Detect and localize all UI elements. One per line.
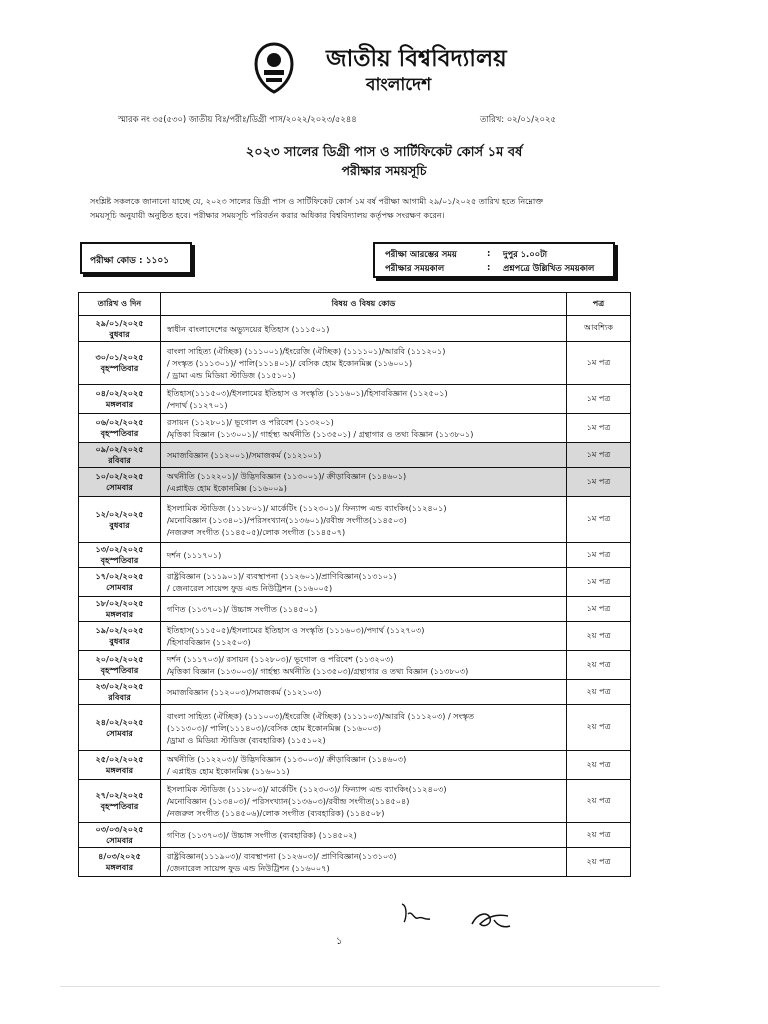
paper-cell: ১ম পত্র xyxy=(567,497,631,543)
subject-cell xyxy=(161,342,567,385)
table-row xyxy=(79,751,631,780)
subject-cell xyxy=(161,651,567,680)
subject-line: দর্শন (১১১৭০১) xyxy=(167,550,222,560)
date-day-cell xyxy=(79,342,161,385)
subject-line: অর্থনীতি (১১২২০১)/ উদ্ভিদবিজ্ঞান (১১৩০০১)/ ক্রীড়াবিজ্ঞান (১১৪৬০১) xyxy=(167,471,407,481)
date-day-cell xyxy=(79,705,161,751)
exam-day: মঙ্গলবার xyxy=(105,862,134,872)
exam-date: ১৭/০২/২০২৫ xyxy=(95,571,144,581)
table-row xyxy=(79,497,631,543)
exam-date: ০৬/০২/২০২৫ xyxy=(95,417,144,427)
date-day-cell xyxy=(79,651,161,680)
subject-line: /মৃত্তিকা বিজ্ঞান (১১৩০০৩)/ গার্হস্থ্য অর্থনীতি (১১৩৫০৩)/গ্রন্থাগার ও তথ্য বিজ্ঞান (১১৩৮০৩) xyxy=(167,666,469,676)
subject-line: / সংস্কৃত (১১১৩০১)/ পালি(১১১৪০১)/ বেসিক হোম ইকোনমিক্স (১১৬০০১) xyxy=(167,358,413,368)
paper-cell: ২য় পত্র xyxy=(567,680,631,705)
subject-line: /এপ্লাইড হোম ইকোনমিক্স (১১৬০০৯) xyxy=(167,483,287,493)
paper-cell: ২য় পত্র xyxy=(567,651,631,680)
subject-line: (১১১৩০৩)/ পালি(১১১৪০৩)/বেসিক হোম ইকোনমিক্স (১১৬০০৩) xyxy=(167,722,382,733)
subject-cell xyxy=(161,780,567,823)
exam-date: ২৫/০২/২০২৫ xyxy=(95,754,144,764)
date-day-cell xyxy=(79,780,161,823)
date-day-cell xyxy=(79,622,161,651)
subject-cell xyxy=(161,597,567,622)
page-number: ১ xyxy=(336,936,343,947)
subject-line: / এপ্লাইড হোম ইকোনমিক্স (১১৬০১১) xyxy=(167,766,290,776)
subject-line: স্বাধীন বাংলাদেশের অভ্যুদয়ের ইতিহাস (১১১৫০১) xyxy=(167,323,330,334)
exam-date: ২৩/০২/২০২৫ xyxy=(95,681,144,691)
table-row xyxy=(79,468,631,497)
schedule-body xyxy=(79,316,631,877)
date-day-cell xyxy=(79,443,161,468)
date-day-cell xyxy=(79,316,161,342)
subject-line: /জেনারেল সায়েন্স ফুড এন্ড নিউট্রিশন (১১৬০০৭) xyxy=(167,863,330,873)
table-row xyxy=(79,385,631,414)
exam-day: মঙ্গলবার xyxy=(105,765,134,775)
start-time-label: পরীক্ষা আরম্ভের সময় xyxy=(385,249,457,259)
subject-line: /মনোবিজ্ঞান (১১৩৪০১)/পরিসংখ্যান(১১৩৬০১)/রবীন্দ্র সংগীত(১১৪৫০৩) xyxy=(167,514,407,525)
exam-day: সোমবার xyxy=(106,582,133,592)
exam-day: বুধবার xyxy=(109,328,130,339)
table-row xyxy=(79,543,631,568)
table-row xyxy=(79,443,631,468)
exam-date: ২০/০২/২০২৫ xyxy=(95,654,144,664)
table-row xyxy=(79,848,631,877)
memo-number: স্মারক নং ৩৫(৫৩০) জাতীয় বিঃ/পরীঃ/ডিগ্রী পাস/২০২২/২০২৩/৫২৪৪ xyxy=(118,114,357,124)
exam-date: ১০/০২/২০২৫ xyxy=(95,471,144,481)
subject-line: দর্শন (১১১৭০৩)/ রসায়ন (১১২৮০৩)/ ভূগোল ও পরিবেশ (১১৩২০৩) xyxy=(167,654,394,664)
subject-cell xyxy=(161,848,567,877)
start-time-row xyxy=(385,248,613,262)
table-row xyxy=(79,823,631,848)
exam-day: বৃহস্পতিবার xyxy=(100,363,139,373)
document-subtitle: পরীক্ষার সময়সূচি xyxy=(341,163,427,178)
country-name: বাংলাদেশ xyxy=(366,75,432,95)
duration-label: পরীক্ষার সময়কাল xyxy=(385,263,445,273)
colon: : xyxy=(487,262,491,272)
subject-line: অর্থনীতি (১১২২০৩)/ উদ্ভিদবিজ্ঞান (১১৩০০৩)/ ক্রীড়াবিজ্ঞান (১১৪৬০৩) xyxy=(167,754,407,764)
subject-line: /নজরুল সংগীত (১১৪৫০৬)/লোক সংগীত (ব্যবহারিক) (১১৪৫০৮) xyxy=(167,808,385,818)
exam-date: ৩০/০১/২০২৫ xyxy=(95,352,144,362)
subject-cell xyxy=(161,823,567,848)
paper-cell: ২য় পত্র xyxy=(567,622,631,651)
table-row xyxy=(79,780,631,823)
paper-cell: ১ম পত্র xyxy=(567,543,631,568)
paper-cell: ১ম পত্র xyxy=(567,597,631,622)
subject-line: ইতিহাস(১১১৫০৫)/ইসলামের ইতিহাস ও সংস্কৃতি (১১১৬০৩)/পদার্থ (১১২৭০৩) xyxy=(167,625,425,635)
exam-day: বৃহস্পতিবার xyxy=(100,801,139,811)
subject-line: রাষ্ট্রবিজ্ঞান (১১১৯০১)/ ব্যবস্থাপনা (১১২৬০১)/প্রাণিবিজ্ঞান(১১৩১০১) xyxy=(167,571,397,581)
table-row xyxy=(79,316,631,342)
subject-cell xyxy=(161,680,567,705)
subject-cell xyxy=(161,705,567,751)
subject-cell xyxy=(161,751,567,780)
subject-line: গণিত (১১৩৭০১)/ উচ্চাঙ্গ সংগীত (১১৪৫০১) xyxy=(167,604,318,614)
subject-cell xyxy=(161,568,567,597)
exam-date: ৪/০৩/২০২৫ xyxy=(98,851,141,861)
date-day-cell xyxy=(79,414,161,443)
subject-line: /ড্রামা ও মিডিয়া স্টাডিজ (ব্যবহারিক) (১১৫১০২) xyxy=(167,734,326,745)
paper-cell: ১ম পত্র xyxy=(567,568,631,597)
exam-day: বৃহস্পতিবার xyxy=(100,665,139,675)
exam-date: ০৪/০২/২০২৫ xyxy=(95,388,144,398)
subject-line: বাংলা সাহিত্য (ঐচ্ছিক) (১১১০০৩)/ইংরেজি (ঐচ্ছিক) (১১১১০৩)/আরবি (১১১২০৩) / সংস্কৃত xyxy=(167,710,475,721)
exam-day: রবিবার xyxy=(108,455,131,465)
subject-cell xyxy=(161,443,567,468)
date-day-cell xyxy=(79,468,161,497)
subject-line: রসায়ন (১১২৮০১)/ ভূগোল ও পরিবেশ (১১৩২০১) xyxy=(167,417,334,427)
subject-line: রাষ্ট্রবিজ্ঞান(১১১৯০৩)/ ব্যবস্থাপনা (১১২৬০৩)/ প্রাণিবিজ্ঞান(১১৩১০৩) xyxy=(167,851,397,861)
paper-cell: ২য় পত্র xyxy=(567,848,631,877)
date-day-cell xyxy=(79,543,161,568)
subject-line: গণিত (১১৩৭০৩)/ উচ্চাঙ্গ সংগীত (ব্যবহারিক) (১১৪৫০২) xyxy=(167,830,357,840)
date-day-cell xyxy=(79,751,161,780)
university-logo-icon xyxy=(250,42,298,94)
date-day-cell xyxy=(79,385,161,414)
date-day-cell xyxy=(79,497,161,543)
table-row xyxy=(79,680,631,705)
exam-day: সোমবার xyxy=(106,835,133,845)
paper-cell: ২য় পত্র xyxy=(567,751,631,780)
paper-cell: ১ম পত্র xyxy=(567,342,631,385)
subject-line: /মনোবিজ্ঞান (১১৩৪০৩)/ পরিসংখ্যান(১১৩৬০৩)/রবীন্দ্র সংগীত(১১৪৫০৪) xyxy=(167,796,410,806)
exam-date: ২৪/০২/২০২৫ xyxy=(95,716,144,727)
subject-cell xyxy=(161,468,567,497)
subject-line: /পদার্থ (১১২৭০১) xyxy=(167,400,228,410)
subject-line: সমাজবিজ্ঞান (১১২০০৩)/সমাজকর্ম (১১২১০৩) xyxy=(167,687,322,697)
subject-cell xyxy=(161,497,567,543)
table-row xyxy=(79,651,631,680)
notice-paragraph xyxy=(90,194,630,222)
paper-cell: ২য় পত্র xyxy=(567,823,631,848)
exam-date: ০৯/০২/২০২৫ xyxy=(95,444,144,454)
table-row xyxy=(79,622,631,651)
exam-day: বুধবার xyxy=(109,636,130,646)
subject-line: / ড্রামা এন্ড মিডিয়া স্টাডিজ (১১৫১০১) xyxy=(167,370,296,380)
table-row xyxy=(79,568,631,597)
table-row xyxy=(79,414,631,443)
university-name: জাতীয় বিশ্ববিদ্যালয় xyxy=(326,46,507,72)
exam-date: ১৩/০২/২০২৫ xyxy=(95,544,144,554)
document-title: ২০২৩ সালের ডিগ্রী পাস ও সার্টিফিকেট কোর্স ১ম বর্ষ xyxy=(245,145,523,160)
header-subject: বিষয় ও বিষয় কোড xyxy=(161,293,567,316)
date-day-cell xyxy=(79,597,161,622)
paper-cell: ২য় পত্র xyxy=(567,705,631,751)
exam-day: সোমবার xyxy=(106,727,133,738)
signature-image xyxy=(468,906,514,932)
table-row xyxy=(79,342,631,385)
colon: : xyxy=(487,248,491,258)
exam-day: সোমবার xyxy=(106,482,133,492)
exam-date: ২৯/০১/২০২৫ xyxy=(95,317,144,328)
subject-cell xyxy=(161,543,567,568)
header-date: তারিখ ও দিন xyxy=(79,293,161,316)
subject-line: ইসলামিক স্টাডিজ (১১১৮০১)/ মার্কেটিং (১১২৩০১)/ ফিন্যান্স এন্ড ব্যাংকিং(১১২৪০১) xyxy=(167,502,447,513)
footer-divider xyxy=(60,986,660,987)
exam-date: ২৭/০২/২০২৫ xyxy=(95,790,144,800)
date-day-cell xyxy=(79,568,161,597)
paper-cell: ২য় পত্র xyxy=(567,780,631,823)
exam-day: বুধবার xyxy=(109,519,130,530)
exam-code-box: পরীক্ষা কোড : ১১০১ xyxy=(80,242,192,274)
exam-day: মঙ্গলবার xyxy=(105,399,134,409)
duration-row xyxy=(385,262,613,276)
notice-line: সময়সূচি অনুযায়ী অনুষ্ঠিত হবে। পরীক্ষার সময়সূচি পরিবর্তন করার অধিকার বিশ্ববিদ্যালয় কর্তৃপক্ষ সংরক্ষণ করেন। xyxy=(90,210,445,220)
paper-cell: ১ম পত্র xyxy=(567,385,631,414)
subject-line: /নজরুল সংগীত (১১৪৫০৫)/লোক সংগীত (১১৪৫০৭) xyxy=(167,526,346,537)
exam-day: রবিবার xyxy=(108,692,131,702)
subject-cell xyxy=(161,316,567,342)
paper-cell: আবশ্যিক xyxy=(567,316,631,342)
exam-time-box xyxy=(373,242,615,278)
issue-date: তারিখ: ০২/০১/২০২৫ xyxy=(480,114,556,124)
subject-line: সমাজবিজ্ঞান (১১২০০১)/সমাজকর্ম (১১২১০১) xyxy=(167,450,322,460)
subject-cell xyxy=(161,385,567,414)
exam-date: ১৯/০২/২০২৫ xyxy=(95,625,144,635)
exam-date: ১২/০২/২০২৫ xyxy=(95,508,144,519)
exam-date: ১৮/০২/২০২৫ xyxy=(95,598,144,608)
exam-date: ০৩/০৩/২০২৫ xyxy=(95,824,144,834)
table-header-row xyxy=(79,293,631,316)
header-paper: পত্র xyxy=(567,293,631,316)
paper-cell: ১ম পত্র xyxy=(567,443,631,468)
start-time-value: দুপুর ১.০০টা xyxy=(503,249,548,259)
notice-line: সংশ্লিষ্ট সকলকে জানানো যাচ্ছে যে, ২০২৩ সালের ডিগ্রী পাস ও সার্টিফিকেট কোর্স ১ম বর্ষ পরীক্ষা আগামী ২৯/০১/২০২৫ তারিখ হতে নিম্নোক্ত xyxy=(90,196,544,206)
exam-day: বৃহস্পতিবার xyxy=(100,428,139,438)
date-day-cell xyxy=(79,680,161,705)
subject-line: / জেনারেল সায়েন্স ফুড এন্ড নিউট্রিশন (১১৬০০৫) xyxy=(167,583,333,593)
duration-value: প্রশ্নপত্রে উল্লিখিত সময়কাল xyxy=(503,263,595,273)
letterhead xyxy=(250,38,550,100)
subject-line: ইতিহাস(১১১৫০৩)/ইসলামের ইতিহাস ও সংস্কৃতি (১১১৬০১)/হিসাববিজ্ঞান (১১২৫০১) xyxy=(167,388,448,398)
exam-day: মঙ্গলবার xyxy=(105,609,134,619)
exam-day: বৃহস্পতিবার xyxy=(100,555,139,565)
subject-cell xyxy=(161,414,567,443)
subject-cell xyxy=(161,622,567,651)
paper-cell: ১ম পত্র xyxy=(567,468,631,497)
date-day-cell xyxy=(79,823,161,848)
table-row xyxy=(79,705,631,751)
subject-line: ইসলামিক স্টাডিজ (১১১৮০৩)/ মার্কেটিং (১১২৩০৩)/ ফিন্যান্স এন্ড ব্যাংকিং(১১২৪০৩) xyxy=(167,784,447,794)
subject-line: বাংলা সাহিত্য (ঐচ্ছিক) (১১১০০১)/ইংরেজি (ঐচ্ছিক) (১১১১০১)/আরবি (১১১২০১) xyxy=(167,346,446,356)
subject-line: /হিসাববিজ্ঞান (১১২৫০৩) xyxy=(167,637,251,647)
subject-line: /মৃত্তিকা বিজ্ঞান (১১৩০০১)/ গার্হস্থ্য অর্থনীতি (১১৩৫০১) / গ্রন্থাগার ও তথ্য বিজ্ঞান (১১৩৮০১) xyxy=(167,429,474,439)
table-row xyxy=(79,597,631,622)
schedule-table xyxy=(78,292,631,877)
paper-cell: ১ম পত্র xyxy=(567,414,631,443)
signature-image xyxy=(398,900,434,926)
date-day-cell xyxy=(79,848,161,877)
